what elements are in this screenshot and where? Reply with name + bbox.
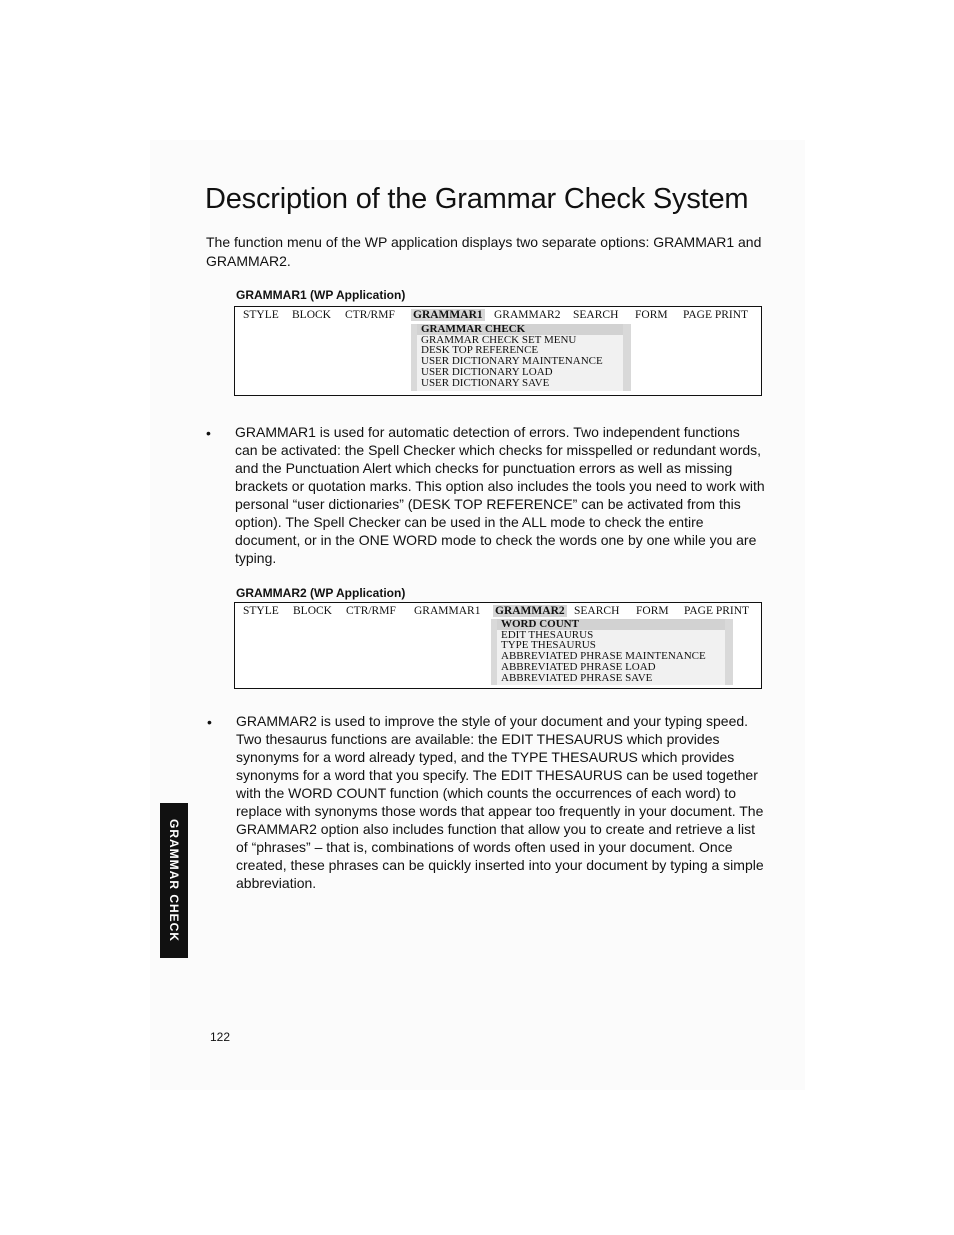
dropdown-item: TYPE THESAURUS xyxy=(501,639,596,652)
menu-form: FORM xyxy=(636,605,669,617)
dropdown-item: ABBREVIATED PHRASE MAINTENANCE xyxy=(501,650,706,663)
menu-page-print: PAGE PRINT xyxy=(683,309,749,321)
intro-paragraph: The function menu of the WP application displays two separate options: GRAMMAR1 and GRAMMAR2. xyxy=(206,234,762,269)
grammar2-description: GRAMMAR2 is used to improve the style of your document and your typing speed. Two thesaurus functions are available: the EDIT THESAURUS which provides synonyms for a word already typed, and the TYPE THESAURUS which provides synonyms for a word that you specify. The EDIT THESAURUS can be used together with the WORD COUNT function (which counts the occurrences of each word) to replace with synonyms those words that appear too frequently in your document. The GRAMMAR2 option also includes function that allow you to create and retrieve a list of “phrases” – that is, combinations of words often used in your document. Once created, these phrases can be quickly inserted into your document by typing a simple abbreviation. xyxy=(236,713,764,891)
grammar2-menu-screenshot xyxy=(234,602,762,689)
menu-search: SEARCH xyxy=(574,605,620,617)
dropdown-item: USER DICTIONARY MAINTENANCE xyxy=(421,355,603,368)
menu-grammar1: GRAMMAR1 xyxy=(413,309,483,321)
page-title: Description of the Grammar Check System xyxy=(205,183,749,215)
bullet-point: • xyxy=(206,425,211,441)
menu-ctr-rmf: CTR/RMF xyxy=(345,309,395,321)
menu-grammar2: GRAMMAR2 xyxy=(494,309,561,321)
grammar1-description: GRAMMAR1 is used for automatic detection of errors. Two independent functions can be activated: the Spell Checker which checks for misspelled or redundant words, and the Punctuation Alert which checks for punctuation errors as well as missing brackets or quotation marks. This option also includes the tools you need to work with personal “user dictionaries” (DESK TOP REFERENCE” can be activated from this option). The Spell Checker can be used in the ALL mode to check the entire document, or in the ONE WORD mode to check the words one by one while you are typing. xyxy=(235,424,765,566)
menu-block: BLOCK xyxy=(292,309,331,321)
dropdown-item: USER DICTIONARY SAVE xyxy=(421,376,550,389)
bullet-point: • xyxy=(207,714,212,730)
page-number: 122 xyxy=(210,1030,231,1044)
grammar2-menubar xyxy=(235,603,761,619)
menu-page-print: PAGE PRINT xyxy=(684,605,750,617)
dropdown-item: ABBREVIATED PHRASE SAVE xyxy=(501,671,653,684)
menu-style: STYLE xyxy=(243,605,279,617)
dropdown-item: GRAMMAR CHECK SET MENU xyxy=(421,333,577,346)
menu-block: BLOCK xyxy=(293,605,332,617)
menu-ctr-rmf: CTR/RMF xyxy=(346,605,396,617)
section-side-tab xyxy=(160,803,188,958)
grammar1-caption: GRAMMAR1 (WP Application) xyxy=(236,288,406,302)
side-tab-label: GRAMMAR CHECK xyxy=(167,819,181,942)
menu-search: SEARCH xyxy=(573,309,619,321)
grammar1-menu-screenshot xyxy=(234,306,762,396)
dropdown-item: DESK TOP REFERENCE xyxy=(421,344,539,357)
menu-style: STYLE xyxy=(243,309,279,321)
dropdown-item: ABBREVIATED PHRASE LOAD xyxy=(501,660,656,673)
menu-grammar1: GRAMMAR1 xyxy=(414,605,481,617)
grammar1-dropdown xyxy=(411,324,631,391)
menu-form: FORM xyxy=(635,309,668,321)
grammar1-menubar xyxy=(235,307,761,323)
grammar2-caption: GRAMMAR2 (WP Application) xyxy=(236,586,406,600)
menu-grammar2: GRAMMAR2 xyxy=(495,605,565,617)
dropdown-item: GRAMMAR CHECK xyxy=(417,324,623,335)
dropdown-item: USER DICTIONARY LOAD xyxy=(421,365,553,378)
grammar2-dropdown xyxy=(491,619,733,685)
dropdown-item: EDIT THESAURUS xyxy=(501,628,594,641)
dropdown-item: WORD COUNT xyxy=(497,619,725,630)
